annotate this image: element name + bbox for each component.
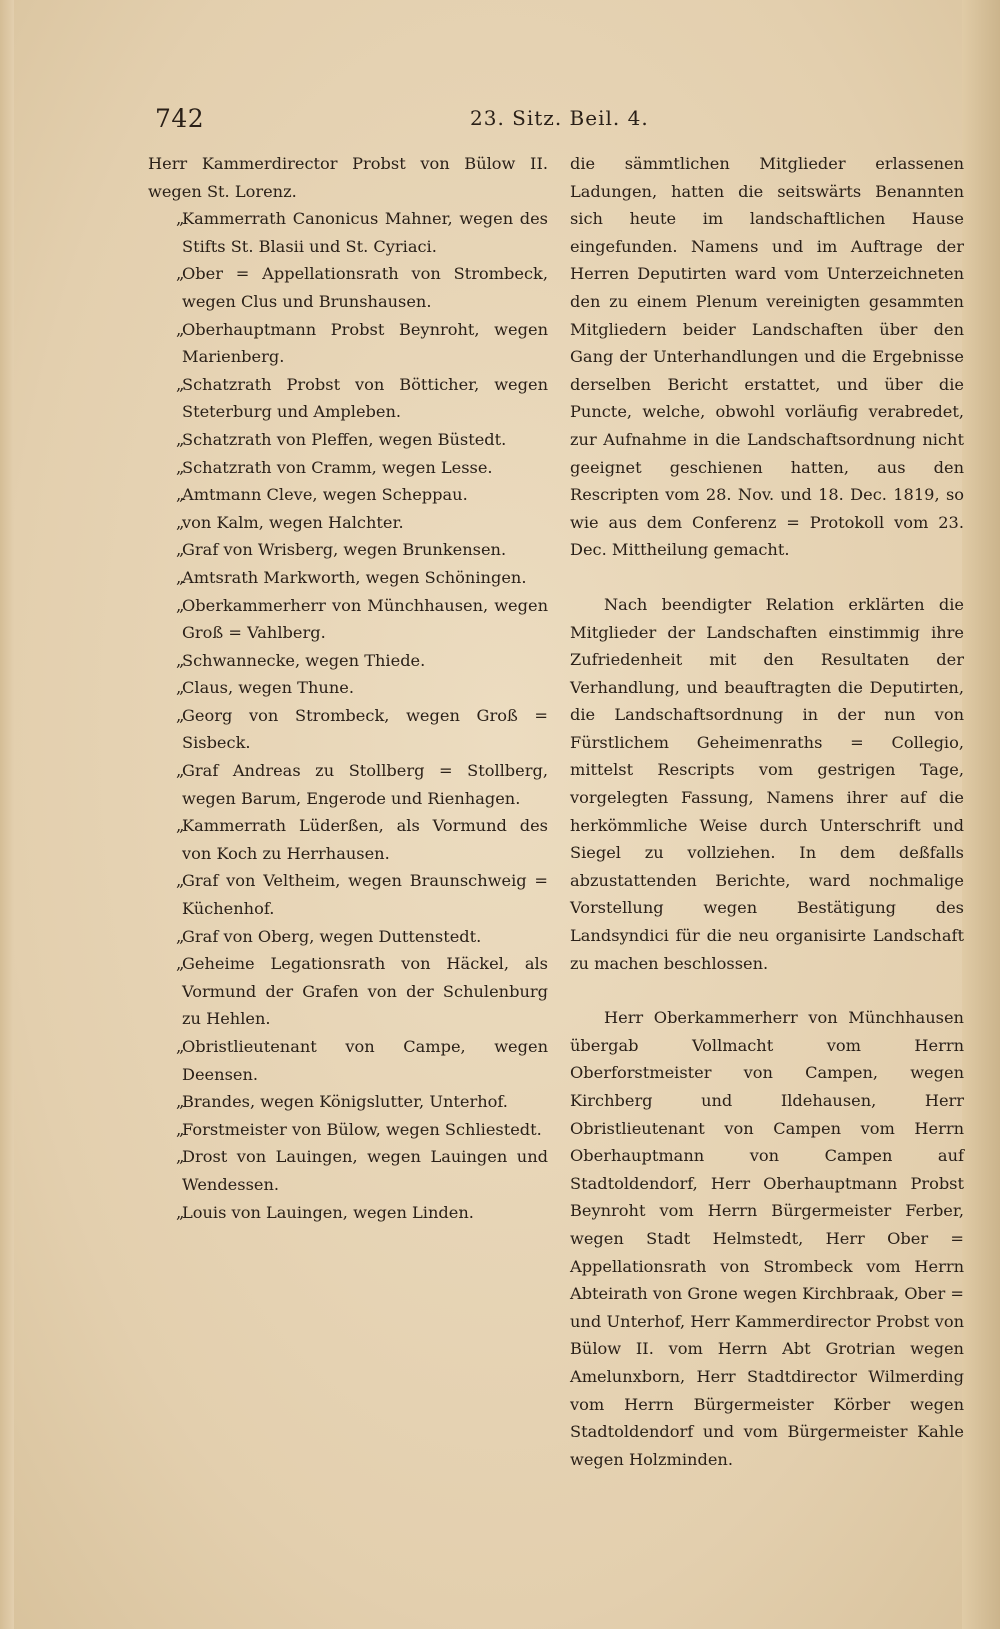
ditto-mark: „	[176, 540, 185, 560]
page-number: 742	[155, 104, 205, 133]
attendee-entry	[148, 757, 548, 812]
attendee-text: Schatzrath von Cramm, wegen Lesse.	[182, 457, 493, 477]
attendee-text: Graf Andreas zu Stollberg = Stollberg, wegen Barum, Engerode und Rienhagen.	[182, 761, 548, 808]
ditto-mark: „	[176, 761, 185, 781]
attendee-entry	[148, 205, 548, 260]
attendee-entry	[148, 1033, 548, 1088]
ditto-mark: „	[176, 705, 185, 725]
attendee-text: von Kalm, wegen Halchter.	[182, 512, 404, 532]
attendee-list-column	[148, 150, 548, 1226]
ditto-mark: „	[176, 319, 185, 339]
attendee-entry	[148, 454, 548, 482]
attendee-text: Oberkammerherr von Münchhausen, wegen Groß = Vahlberg.	[182, 595, 548, 643]
attendee-entry	[148, 481, 548, 509]
ditto-mark: „	[176, 264, 185, 284]
attendee-text: Schatzrath Probst von Bötticher, wegen Steterburg und Ampleben.	[182, 374, 548, 422]
attendee-entry	[148, 812, 548, 867]
ditto-mark: „	[176, 1202, 185, 1222]
attendee-text: Claus, wegen Thune.	[182, 678, 354, 698]
ditto-mark: „	[176, 1037, 185, 1056]
attendee-text: Amtmann Cleve, wegen Scheppau.	[182, 485, 468, 505]
attendee-entry	[148, 950, 548, 1033]
attendee-text: Graf von Oberg, wegen Duttenstedt.	[182, 926, 482, 946]
attendee-entry	[148, 564, 548, 592]
attendee-text: Drost von Lauingen, wegen Lauingen und Wendessen.	[182, 1147, 548, 1194]
attendee-text: Geheime Legationsrath von Häckel, als Vormund der Grafen von der Schulenburg zu Hehlen.	[182, 954, 548, 1029]
attendee-text: Oberhauptmann Probst Beynroht, wegen Marienberg.	[182, 319, 548, 367]
attendee-entry	[148, 316, 548, 371]
attendee-entry	[148, 536, 548, 564]
attendee-text: Schwannecke, wegen Thiede.	[182, 650, 426, 670]
ditto-mark: „	[176, 926, 185, 946]
attendee-entry	[148, 371, 548, 426]
ditto-mark: „	[176, 209, 185, 229]
attendee-entry	[148, 674, 548, 702]
attendee-entry	[148, 1199, 548, 1227]
page-edge-shadow	[962, 0, 1000, 1629]
attendee-text: Herr Kammerdirector Probst von Bülow II. wegen St. Lorenz.	[148, 154, 548, 201]
attendee-text: Kammerrath Canonicus Mahner, wegen des Stifts St. Blasii und St. Cyriaci.	[182, 209, 548, 256]
attendee-entry	[148, 647, 548, 675]
attendee-text: Georg von Strombeck, wegen Groß = Sisbeck.	[182, 705, 548, 753]
attendee-entry	[148, 592, 548, 647]
attendee-text: Amtsrath Markworth, wegen Schöningen.	[182, 567, 527, 587]
attendee-entry	[148, 426, 548, 454]
attendee-entry	[148, 150, 548, 205]
ditto-mark: „	[176, 512, 185, 532]
ditto-mark: „	[176, 567, 185, 587]
attendee-text: Graf von Veltheim, wegen Braunschweig = Küchenhof.	[182, 871, 548, 919]
ditto-mark: „	[176, 816, 185, 836]
ditto-mark: „	[176, 457, 185, 477]
attendee-entry	[148, 923, 548, 951]
ditto-mark: „	[176, 485, 185, 505]
attendee-text: Graf von Wrisberg, wegen Brunkensen.	[182, 540, 507, 560]
attendee-text: Schatzrath von Pleffen, wegen Büstedt.	[182, 429, 507, 449]
ditto-mark: „	[176, 429, 185, 449]
attendee-entry	[148, 867, 548, 922]
paragraph-ladung: die sämmtlichen Mitglieder erlassenen Ladungen, hatten die seitswärts Benannten sich heute im landschaftlichen Hause eingefunden. Namens und im Auftrage der Herren Deputirten ward vom Unterzeichneten den zu einem Plenum vereinigten gesammten Mitgliedern beider Landschaften über den Gang der Unterhandlungen und die Ergebnisse derselben Bericht erstattet, und über die Puncte, welche, obwohl vorläufig verabredet, zur Aufnahme in die Landschaftsordnung nicht geeignet geschienen hatten, aus den Rescripten vom 28. Nov. und 18. Dec. 1819, so wie aus dem Conferenz = Protokoll vom 23. Dec. Mittheilung gemacht.	[570, 154, 964, 560]
ditto-mark: „	[176, 871, 185, 891]
running-head: 23. Sitz. Beil. 4.	[470, 106, 649, 130]
attendee-text: Louis von Lauingen, wegen Linden.	[182, 1202, 474, 1222]
attendee-text: Brandes, wegen Königslutter, Unterhof.	[182, 1092, 508, 1112]
attendee-text: Forstmeister von Bülow, wegen Schliestedt.	[182, 1119, 542, 1139]
attendee-text: Kammerrath Lüderßen, als Vormund des von Koch zu Herrhausen.	[182, 816, 548, 863]
ditto-mark: „	[176, 954, 185, 974]
minutes-text-column	[570, 150, 964, 1473]
ditto-mark: „	[176, 1147, 185, 1167]
ditto-mark: „	[176, 1092, 185, 1112]
ditto-mark: „	[176, 678, 185, 698]
ditto-mark: „	[176, 374, 185, 394]
paragraph-vollmacht: Herr Oberkammerherr von Münchhausen übergab Vollmacht vom Herrn Oberforstmeister von Campen, wegen Kirchberg und Ildehausen, Herr Obristlieutenant von Campen vom Herrn Oberhauptmann von Campen auf Stadtoldendorf, Herr Oberhauptmann Probst Beynroht vom Herrn Bürgermeister Ferber, wegen Stadt Helmstedt, Herr Ober = Appellationsrath von Strombeck vom Herrn Abteirath von Grone wegen Kirchbraak, Ober = und Unterhof, Herr Kammerdirector Probst von Bülow II. vom Herrn Abt Grotrian wegen Amelunxborn, Herr Stadtdirector Wilmerding vom Herrn Bürgermeister Körber wegen Stadtoldendorf und vom Bürgermeister Kahle wegen Holzminden.	[570, 1008, 964, 1469]
ditto-mark: „	[176, 650, 185, 670]
page-gutter-shadow	[0, 0, 14, 1629]
attendee-entry	[148, 1088, 548, 1116]
attendee-entry	[148, 1143, 548, 1198]
attendee-text: Ober = Appellationsrath von Strombeck, wegen Clus und Brunshausen.	[182, 264, 548, 311]
attendee-entry	[148, 509, 548, 537]
paragraph-relation: Nach beendigter Relation erklärten die Mitglieder der Landschaften einstimmig ihre Zufriedenheit mit den Resultaten der Verhandlung, und beauftragten die Deputirten, die Landschaftsordnung in der nun von Fürstlichem Geheimenraths = Collegio, mittelst Rescripts vom gestrigen Tage, vorgelegten Fassung, Namens ihrer auf die herkömmliche Weise durch Unterschrift und Siegel zu vollziehen. In dem deßfalls abzustattenden Berichte, ward nochmalige Vorstellung wegen Bestätigung des Landsyndici für die neu organisirte Landschaft zu machen beschlossen.	[570, 594, 964, 973]
attendee-entry	[148, 260, 548, 315]
ditto-mark: „	[176, 595, 185, 615]
ditto-mark: „	[176, 1119, 185, 1139]
attendee-entry	[148, 702, 548, 757]
attendee-entry	[148, 1116, 548, 1144]
attendee-text: Obristlieutenant von Campe, wegen Deensen.	[182, 1037, 548, 1084]
